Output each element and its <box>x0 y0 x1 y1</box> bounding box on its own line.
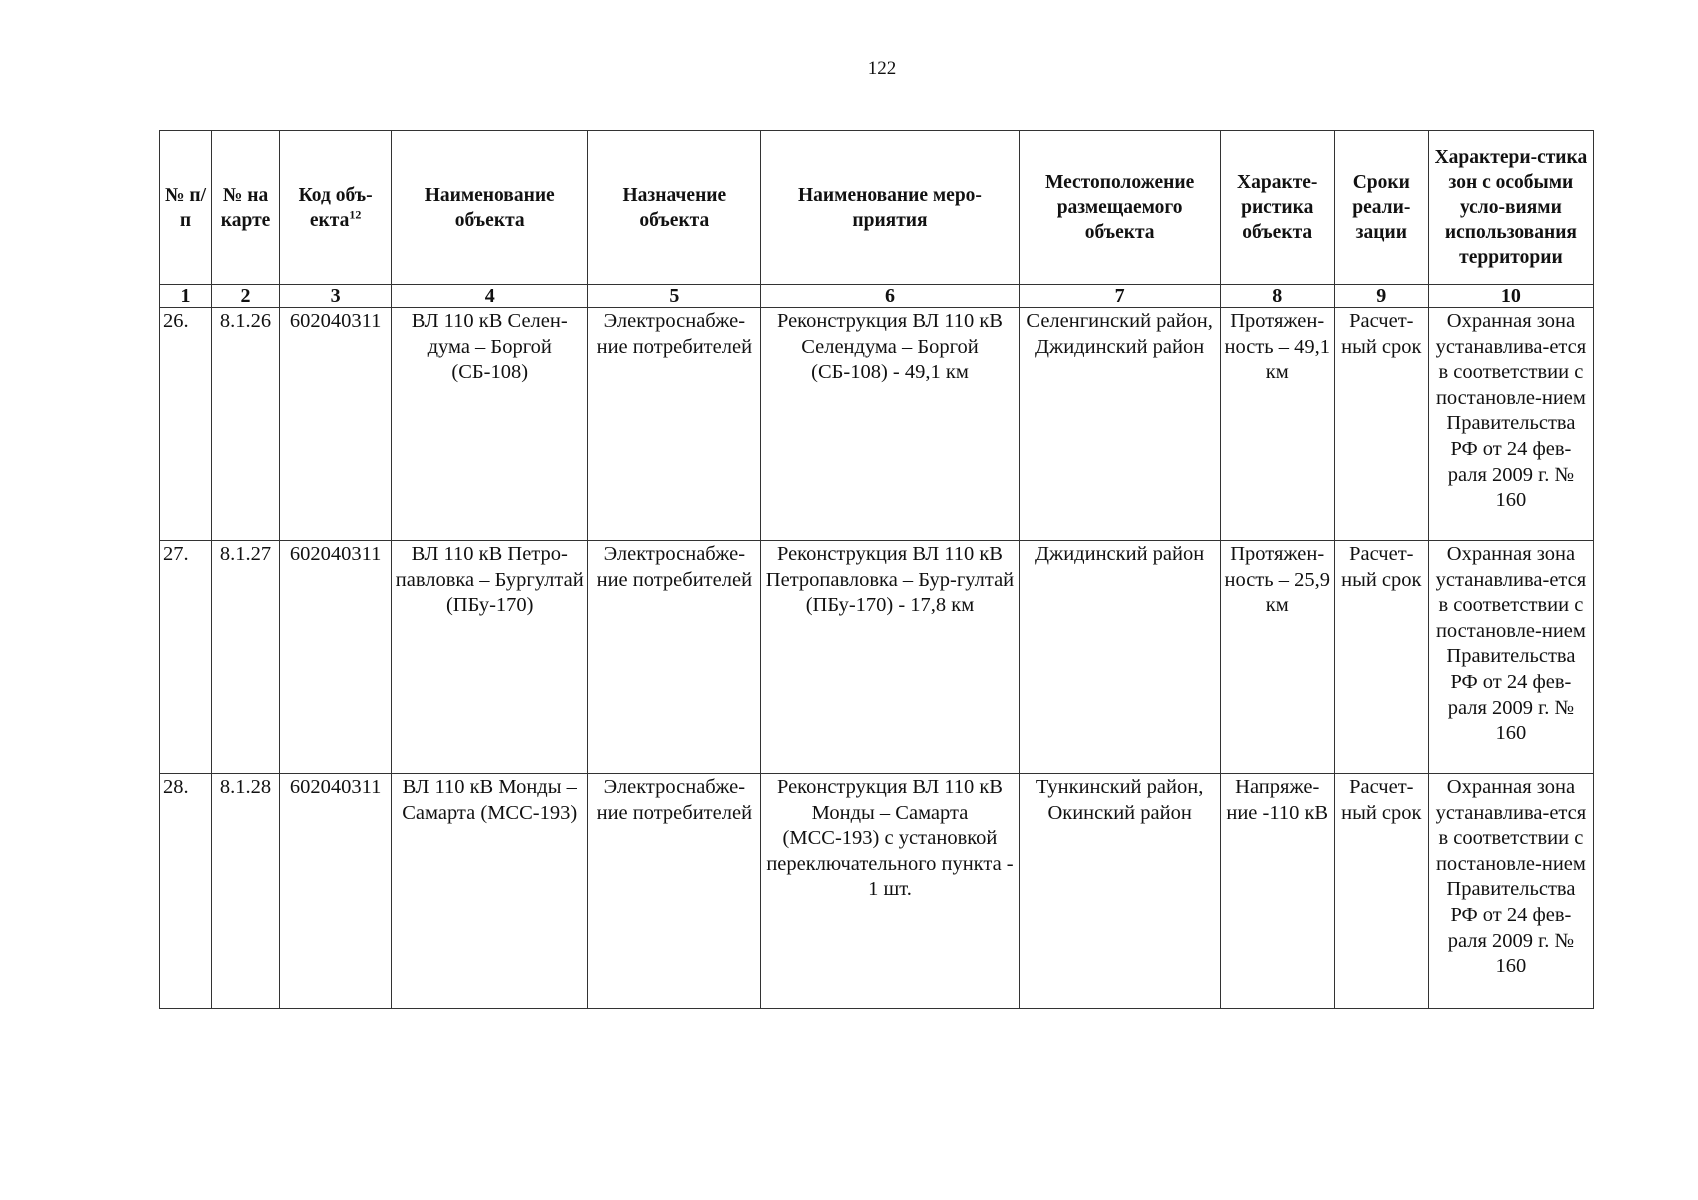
header-characteristic: Характе-ристика объекта <box>1220 131 1334 285</box>
cell-num: 27. <box>160 541 212 774</box>
header-zones: Характери-стика зон с особыми усло-виями использования территории <box>1428 131 1593 285</box>
cell-name: ВЛ 110 кВ Петро-павловка – Бургултай (ПБу-170) <box>392 541 588 774</box>
header-location: Местоположение размещаемого объекта <box>1019 131 1220 285</box>
header-purpose: Назначение объекта <box>588 131 761 285</box>
cell-location: Джидинский район <box>1019 541 1220 774</box>
header-activity: Наименование меро-приятия <box>761 131 1019 285</box>
footnote-marker: 12 <box>349 207 362 221</box>
column-number: 4 <box>392 285 588 308</box>
cell-term: Расчет-ный срок <box>1334 308 1428 541</box>
cell-code: 602040311 <box>280 774 392 1009</box>
cell-purpose: Электроснабже-ние потребителей <box>588 774 761 1009</box>
cell-code: 602040311 <box>280 541 392 774</box>
column-number: 9 <box>1334 285 1428 308</box>
cell-term: Расчет-ный срок <box>1334 541 1428 774</box>
column-number: 2 <box>212 285 280 308</box>
column-number: 7 <box>1019 285 1220 308</box>
cell-zones: Охранная зона устанавлива-ется в соответствии с постановле-нием Правительства РФ от 24 фев-раля 2009 г. № 160 <box>1428 308 1593 541</box>
header-map-no: № на карте <box>212 131 280 285</box>
header-name: Наименование объекта <box>392 131 588 285</box>
cell-purpose: Электроснабже-ние потребителей <box>588 541 761 774</box>
cell-location: Тункинский район, Окинский район <box>1019 774 1220 1009</box>
column-number: 5 <box>588 285 761 308</box>
table-row <box>160 308 1594 541</box>
cell-code: 602040311 <box>280 308 392 541</box>
header-code <box>280 131 392 285</box>
column-number: 10 <box>1428 285 1593 308</box>
table-row <box>160 541 1594 774</box>
cell-activity: Реконструкция ВЛ 110 кВ Петропавловка – Бур-гултай (ПБу-170) - 17,8 км <box>761 541 1019 774</box>
cell-location: Селенгинский район, Джидинский район <box>1019 308 1220 541</box>
cell-map-no: 8.1.28 <box>212 774 280 1009</box>
table-row <box>160 774 1594 1009</box>
header-code-label: Код объ-екта <box>298 184 373 231</box>
cell-activity: Реконструкция ВЛ 110 кВ Селендума – Боргой (СБ-108) - 49,1 км <box>761 308 1019 541</box>
column-number: 6 <box>761 285 1019 308</box>
cell-num: 26. <box>160 308 212 541</box>
column-number-row <box>160 285 1594 308</box>
page-number: 122 <box>867 58 897 79</box>
column-number: 3 <box>280 285 392 308</box>
column-number: 8 <box>1220 285 1334 308</box>
objects-table <box>159 130 1594 1009</box>
cell-zones: Охранная зона устанавлива-ется в соответствии с постановле-нием Правительства РФ от 24 фев-раля 2009 г. № 160 <box>1428 774 1593 1009</box>
cell-activity: Реконструкция ВЛ 110 кВ Монды – Самарта (МСС-193) с установкой переключательного пункта - 1 шт. <box>761 774 1019 1009</box>
cell-name: ВЛ 110 кВ Селен-дума – Боргой (СБ-108) <box>392 308 588 541</box>
cell-characteristic: Протяжен-ность – 25,9 км <box>1220 541 1334 774</box>
cell-purpose: Электроснабже-ние потребителей <box>588 308 761 541</box>
cell-characteristic: Напряже-ние -110 кВ <box>1220 774 1334 1009</box>
cell-name: ВЛ 110 кВ Монды – Самарта (МСС-193) <box>392 774 588 1009</box>
cell-term: Расчет-ный срок <box>1334 774 1428 1009</box>
cell-map-no: 8.1.26 <box>212 308 280 541</box>
header-num: № п/п <box>160 131 212 285</box>
cell-characteristic: Протяжен-ность – 49,1 км <box>1220 308 1334 541</box>
column-number: 1 <box>160 285 212 308</box>
header-row <box>160 131 1594 285</box>
cell-num: 28. <box>160 774 212 1009</box>
cell-zones: Охранная зона устанавлива-ется в соответствии с постановле-нием Правительства РФ от 24 фев-раля 2009 г. № 160 <box>1428 541 1593 774</box>
header-term: Сроки реали-зации <box>1334 131 1428 285</box>
cell-map-no: 8.1.27 <box>212 541 280 774</box>
